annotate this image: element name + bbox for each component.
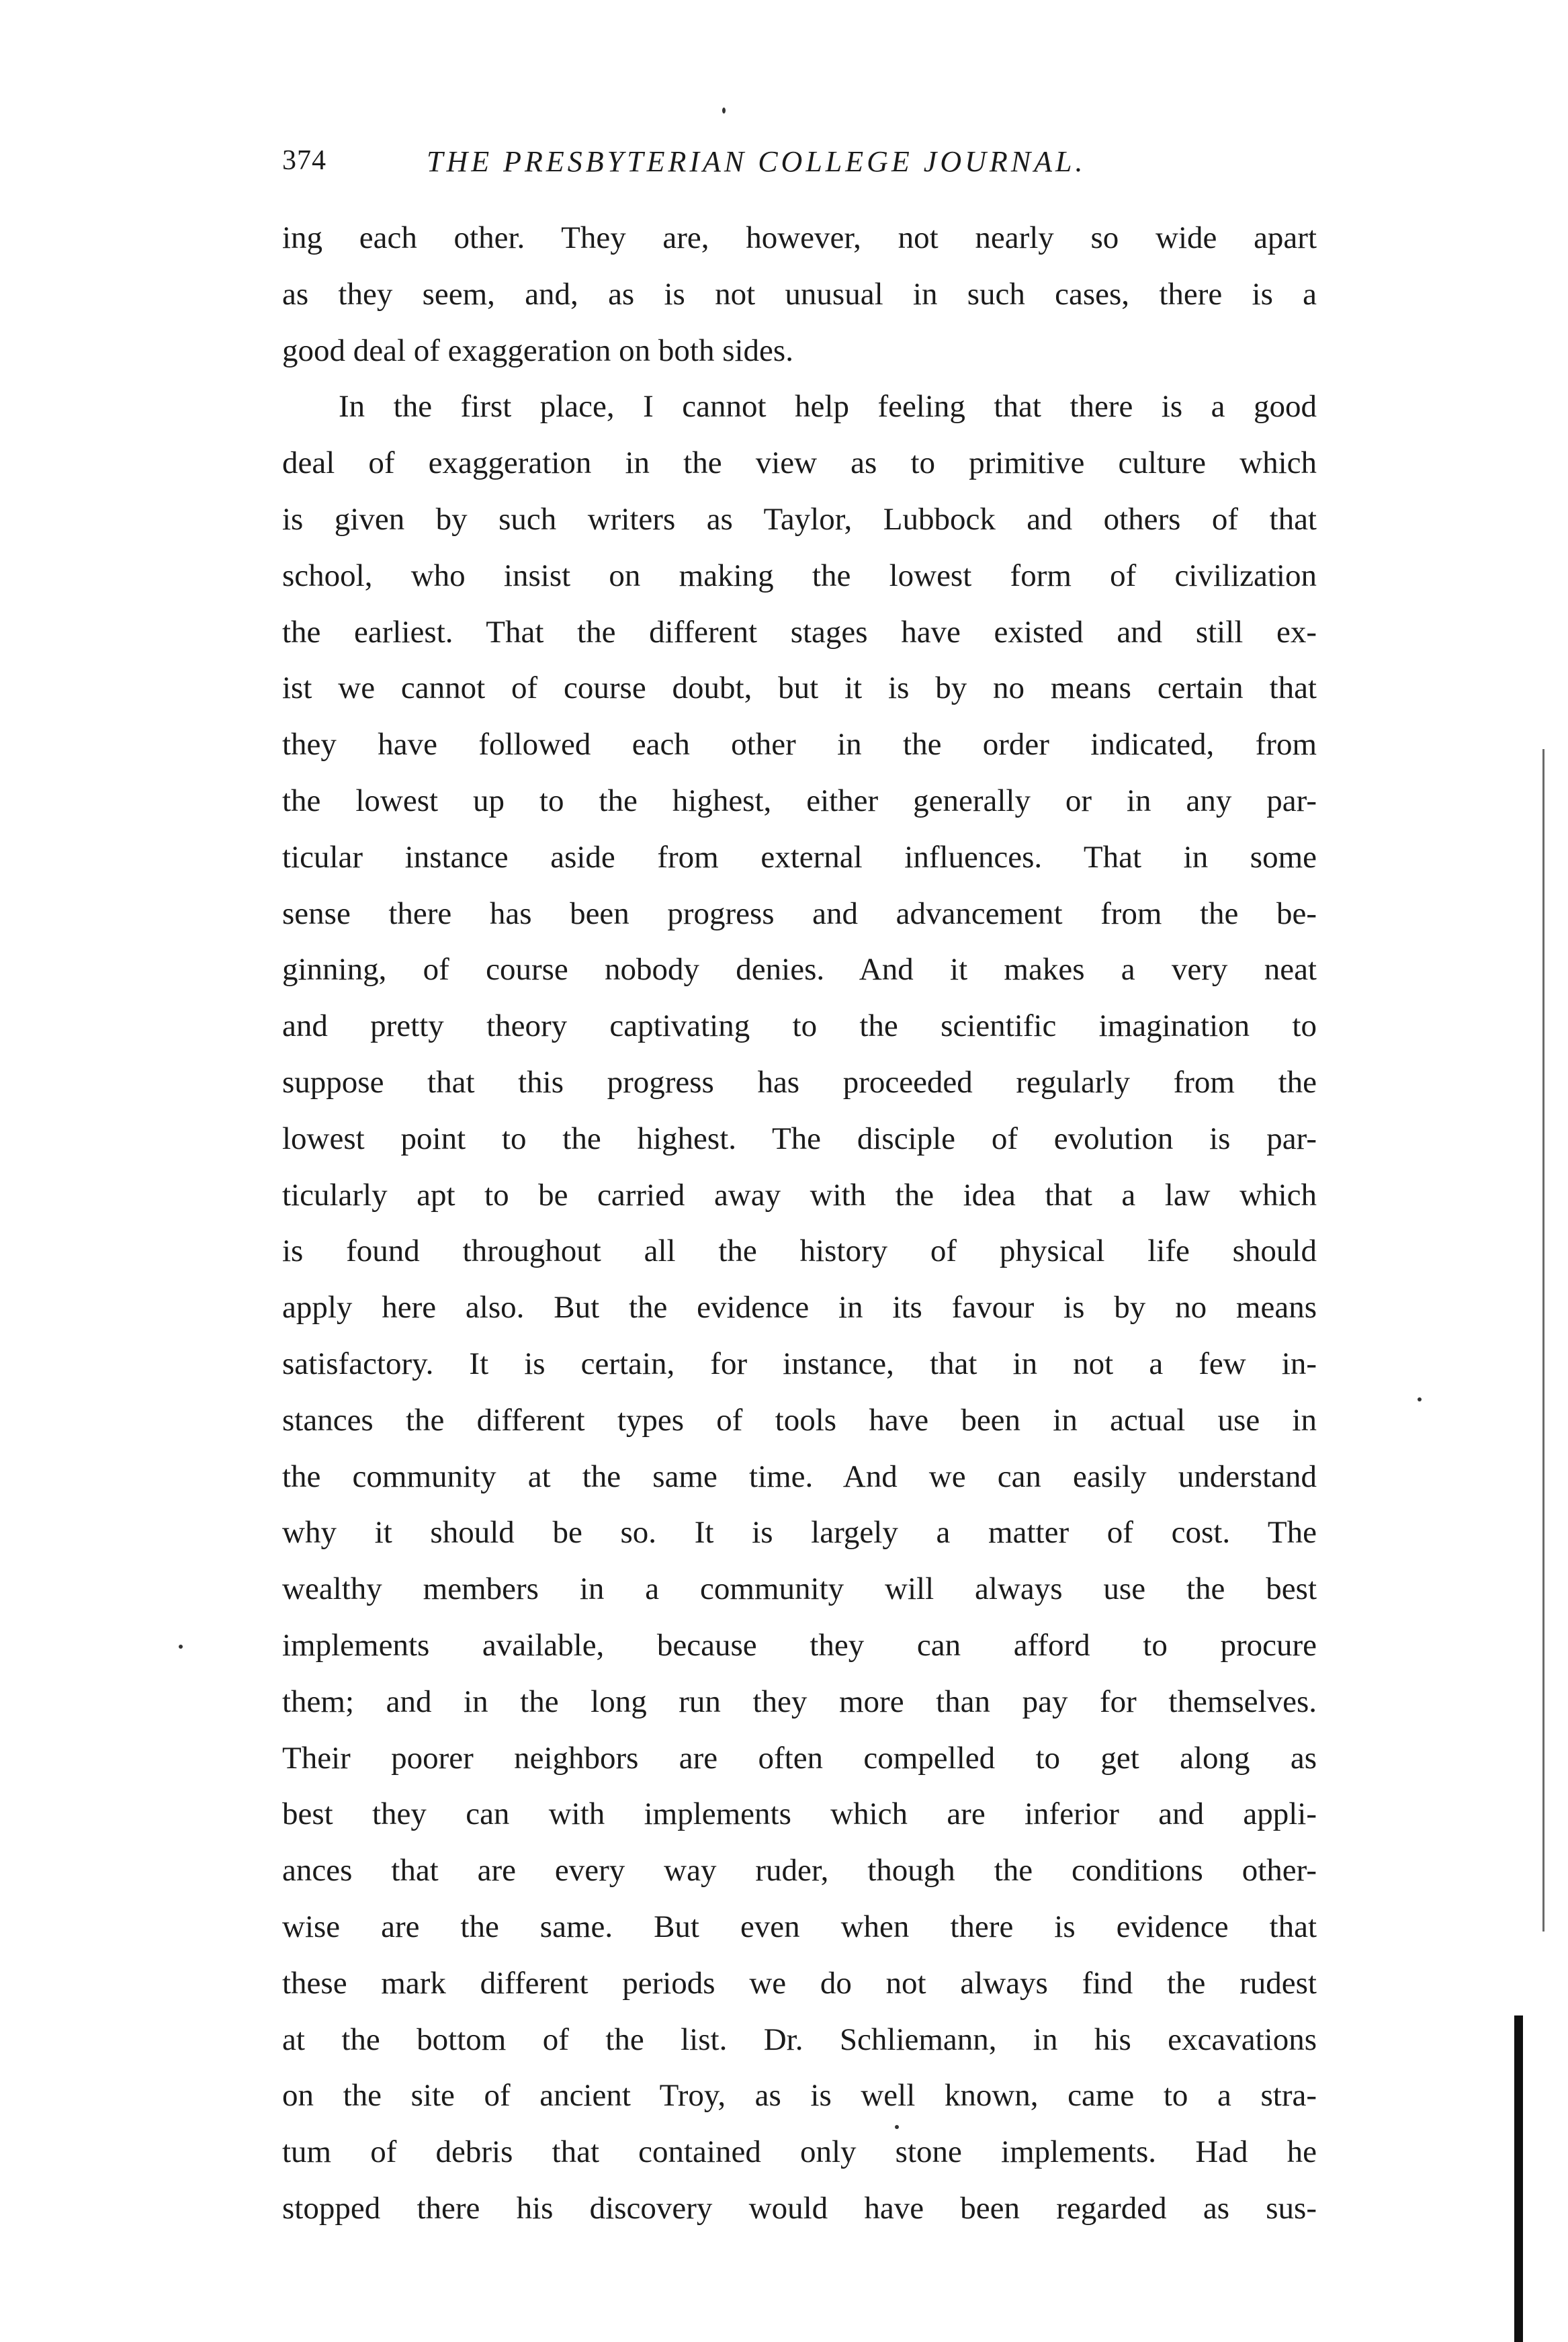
text-line: Their poorer neighbors are often compelled to get along as <box>282 1740 1317 1776</box>
text-line: ing each other. They are, however, not nearly so wide apart <box>282 220 1317 255</box>
scan-margin-line <box>1542 749 1544 1932</box>
text-line: deal of exaggeration in the view as to primitive culture which <box>282 445 1317 481</box>
text-line: the earliest. That the different stages have existed and still ex- <box>282 614 1317 650</box>
scan-speck <box>179 1645 183 1649</box>
text-line: they have followed each other in the order indicated, from <box>282 727 1317 763</box>
text-line: ticularly apt to be carried away with the idea that a law which <box>282 1177 1317 1213</box>
text-line: best they can with implements which are inferior and appli- <box>282 1796 1317 1832</box>
text-line: ticular instance aside from external influences. That in some <box>282 839 1317 875</box>
text-line: them; and in the long run they more than pay for themselves. <box>282 1684 1317 1719</box>
scan-speck <box>1418 1397 1422 1401</box>
text-line: the lowest up to the highest, either generally or in any par- <box>282 783 1317 818</box>
text-line: as they seem, and, as is not unusual in such cases, there is a <box>282 276 1317 312</box>
text-line: ist we cannot of course doubt, but it is by no means certain that <box>282 670 1317 706</box>
text-line: implements available, because they can afford to procure <box>282 1627 1317 1663</box>
page-header <box>282 144 1323 185</box>
text-line: the community at the same time. And we can easily understand <box>282 1459 1317 1494</box>
text-line: sense there has been progress and advancement from the be- <box>282 896 1317 931</box>
text-line: is found throughout all the history of physical life should <box>282 1233 1317 1269</box>
text-line: at the bottom of the list. Dr. Schliemann, in his excavations <box>282 2022 1317 2057</box>
text-line: In the first place, I cannot help feeling that there is a good <box>339 389 1317 425</box>
text-line: stopped there his discovery would have been regarded as sus- <box>282 2190 1317 2226</box>
text-line: good deal of exaggeration on both sides. <box>282 333 793 368</box>
text-line: satisfactory. It is certain, for instance, that in not a few in- <box>282 1346 1317 1381</box>
text-line: tum of debris that contained only stone implements. Had he <box>282 2134 1317 2170</box>
text-line: ginning, of course nobody denies. And it makes a very neat <box>282 952 1317 988</box>
text-line: school, who insist on making the lowest form of civilization <box>282 558 1317 593</box>
page-number: 374 <box>282 145 326 176</box>
text-line: why it should be so. It is largely a matter of cost. The <box>282 1515 1317 1551</box>
scan-edge-shadow <box>1514 2015 1523 2342</box>
text-line: suppose that this progress has proceeded regularly from the <box>282 1064 1317 1100</box>
scan-speck <box>895 2125 899 2129</box>
body-text <box>282 210 1317 2237</box>
text-line: ances that are every way ruder, though the conditions other- <box>282 1853 1317 1889</box>
text-line: wise are the same. But even when there is evidence that <box>282 1909 1317 1944</box>
text-line: stances the different types of tools have been in actual use in <box>282 1402 1317 1438</box>
text-line: these mark different periods we do not always find the rudest <box>282 1965 1317 2001</box>
scan-speck <box>722 107 726 114</box>
text-line: lowest point to the highest. The disciple of evolution is par- <box>282 1121 1317 1156</box>
running-title: THE PRESBYTERIAN COLLEGE JOURNAL. <box>427 145 1086 178</box>
text-line: on the site of ancient Troy, as is well known, came to a stra- <box>282 2078 1317 2114</box>
text-line: apply here also. But the evidence in its favour is by no means <box>282 1290 1317 1326</box>
text-line: is given by such writers as Taylor, Lubbock and others of that <box>282 501 1317 537</box>
text-line: and pretty theory captivating to the scientific imagination to <box>282 1008 1317 1044</box>
text-line: wealthy members in a community will always use the best <box>282 1571 1317 1607</box>
